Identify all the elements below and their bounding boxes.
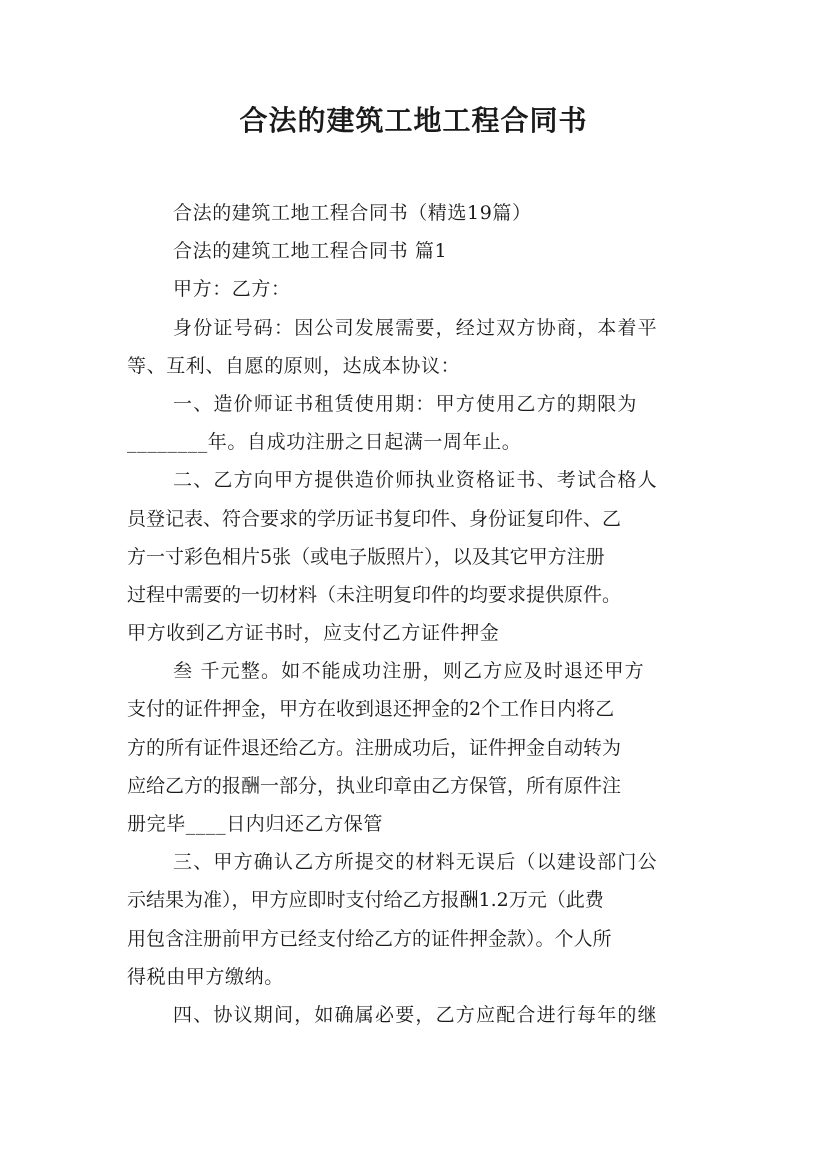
document-title: 合法的建筑工地工程合同书	[239, 104, 588, 137]
clause-four-line: 四、协议期间，如确属必要，乙方应配合进行每年的继	[173, 1003, 658, 1026]
clause-three-line: 用包含注册前甲方已经支付给乙方的证件押金款）。个人所	[127, 927, 612, 950]
subtitle-line: 合法的建筑工地工程合同书（精选19篇）	[173, 202, 532, 224]
parties-line: 甲方：乙方：	[173, 278, 291, 301]
paragraph-line: 等、互利、自愿的原则，达成本协议：	[127, 354, 461, 377]
clause-one-line: ________年。自成功注册之日起满一周年止。	[127, 431, 522, 454]
clause-three-line: 得税由甲方缴纳。	[127, 965, 284, 988]
clause-two-line: 应给乙方的报酬一部分，执业印章由乙方保管，所有原件注	[127, 774, 622, 797]
clause-two-line: 二、乙方向甲方提供造价师执业资格证书、考试合格人	[173, 469, 658, 492]
clause-two-line: 过程中需要的一切材料（未注明复印件的均要求提供原件。	[127, 583, 622, 606]
clause-two-line: 叁 千元整。如不能成功注册，则乙方应及时退还甲方	[173, 660, 645, 683]
clause-one-line: 一、造价师证书租赁使用期：甲方使用乙方的期限为	[173, 392, 638, 415]
clause-three-line: 示结果为准），甲方应即时支付给乙方报酬1.2万元（此费	[127, 889, 604, 912]
clause-two-line: 方的所有证件退还给乙方。注册成功后，证件押金自动转为	[127, 736, 622, 759]
clause-two-line: 册完毕____日内归还乙方保管	[127, 813, 384, 835]
paragraph-line: 身份证号码：因公司发展需要，经过双方协商，本着平	[173, 316, 658, 339]
section-heading: 合法的建筑工地工程合同书 篇1	[173, 240, 448, 263]
clause-two-line: 方一寸彩色相片5张（或电子版照片），以及其它甲方注册	[127, 545, 605, 568]
clause-two-line: 员登记表、符合要求的学历证书复印件、身份证复印件、乙	[127, 507, 622, 530]
document-body	[127, 194, 707, 1034]
clause-two-line: 甲方收到乙方证书时，应支付乙方证件押金	[127, 622, 500, 645]
clause-two-line: 支付的证件押金，甲方在收到退还押金的2个工作日内将乙	[127, 698, 615, 721]
clause-three-line: 三、甲方确认乙方所提交的材料无误后（以建设部门公	[173, 851, 658, 874]
